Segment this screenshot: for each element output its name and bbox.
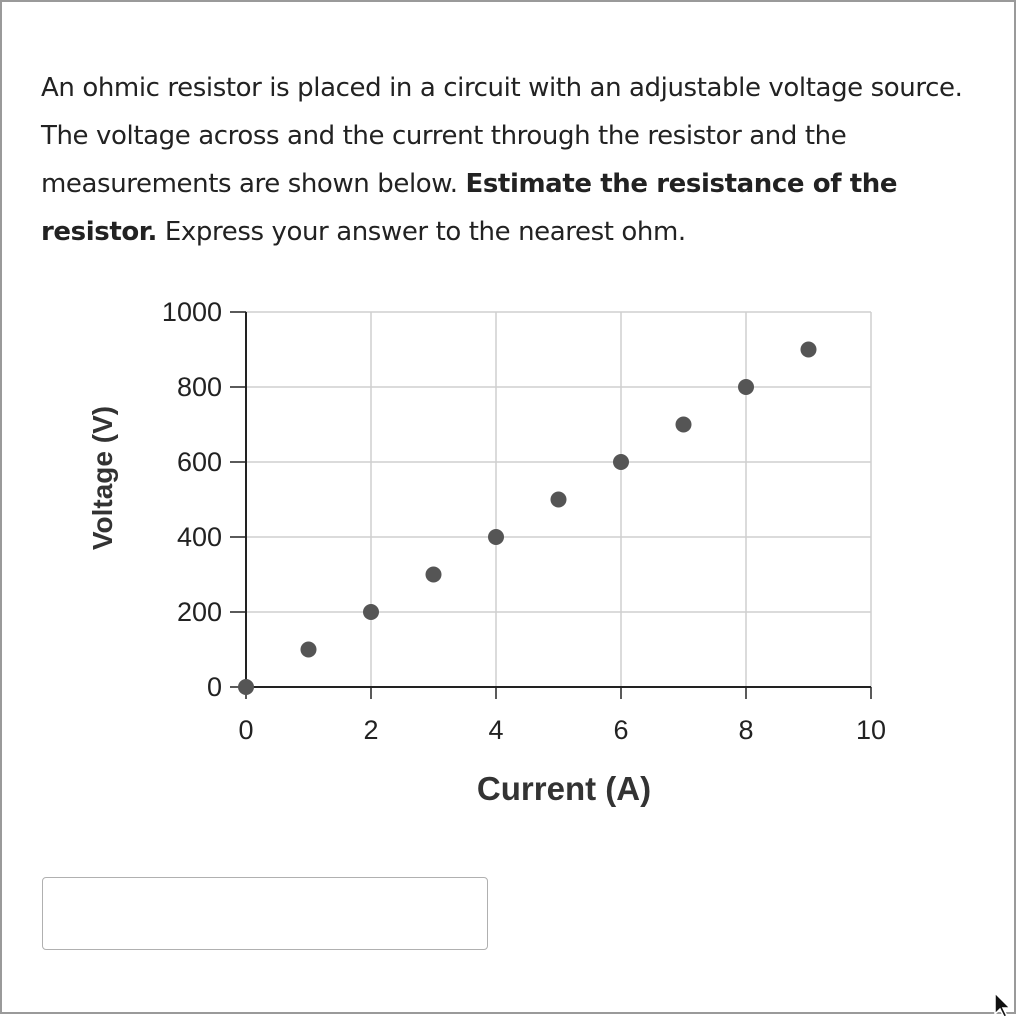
data-point (301, 642, 317, 658)
x-axis-label: Current (A) (476, 770, 652, 807)
data-point (363, 604, 379, 620)
x-tick-label: 10 (855, 715, 887, 745)
y-tick-label: 800 (176, 372, 222, 402)
y-axis-label: Voltage (V) (87, 405, 118, 551)
x-tick-label: 8 (738, 715, 754, 745)
question-text-emphasis: Estimate the resistance of the resistor. (41, 169, 898, 247)
y-tick-label: 0 (206, 672, 222, 702)
y-tick-label: 1000 (161, 297, 222, 327)
data-point (613, 454, 629, 470)
x-tick-label: 4 (488, 715, 504, 745)
question-text-part1: An ohmic resistor is placed in a circuit with an adjustable voltage source. The voltage across and the current through the resistor and the measurements are shown below. (41, 73, 963, 199)
data-point (551, 492, 567, 508)
data-point (238, 679, 254, 695)
question-text-part2: Express your answer to the nearest ohm. (157, 217, 686, 247)
x-tick-label: 6 (613, 715, 629, 745)
data-point (676, 417, 692, 433)
x-tick-label: 2 (363, 715, 379, 745)
y-tick-label: 400 (176, 522, 222, 552)
x-tick-label: 0 (238, 715, 254, 745)
answer-input[interactable] (42, 877, 488, 950)
y-tick-label: 600 (176, 447, 222, 477)
data-point (488, 529, 504, 545)
data-point (426, 567, 442, 583)
data-point (801, 342, 817, 358)
mouse-pointer-icon (994, 992, 1016, 1018)
data-point (738, 379, 754, 395)
y-tick-label: 200 (176, 597, 222, 627)
